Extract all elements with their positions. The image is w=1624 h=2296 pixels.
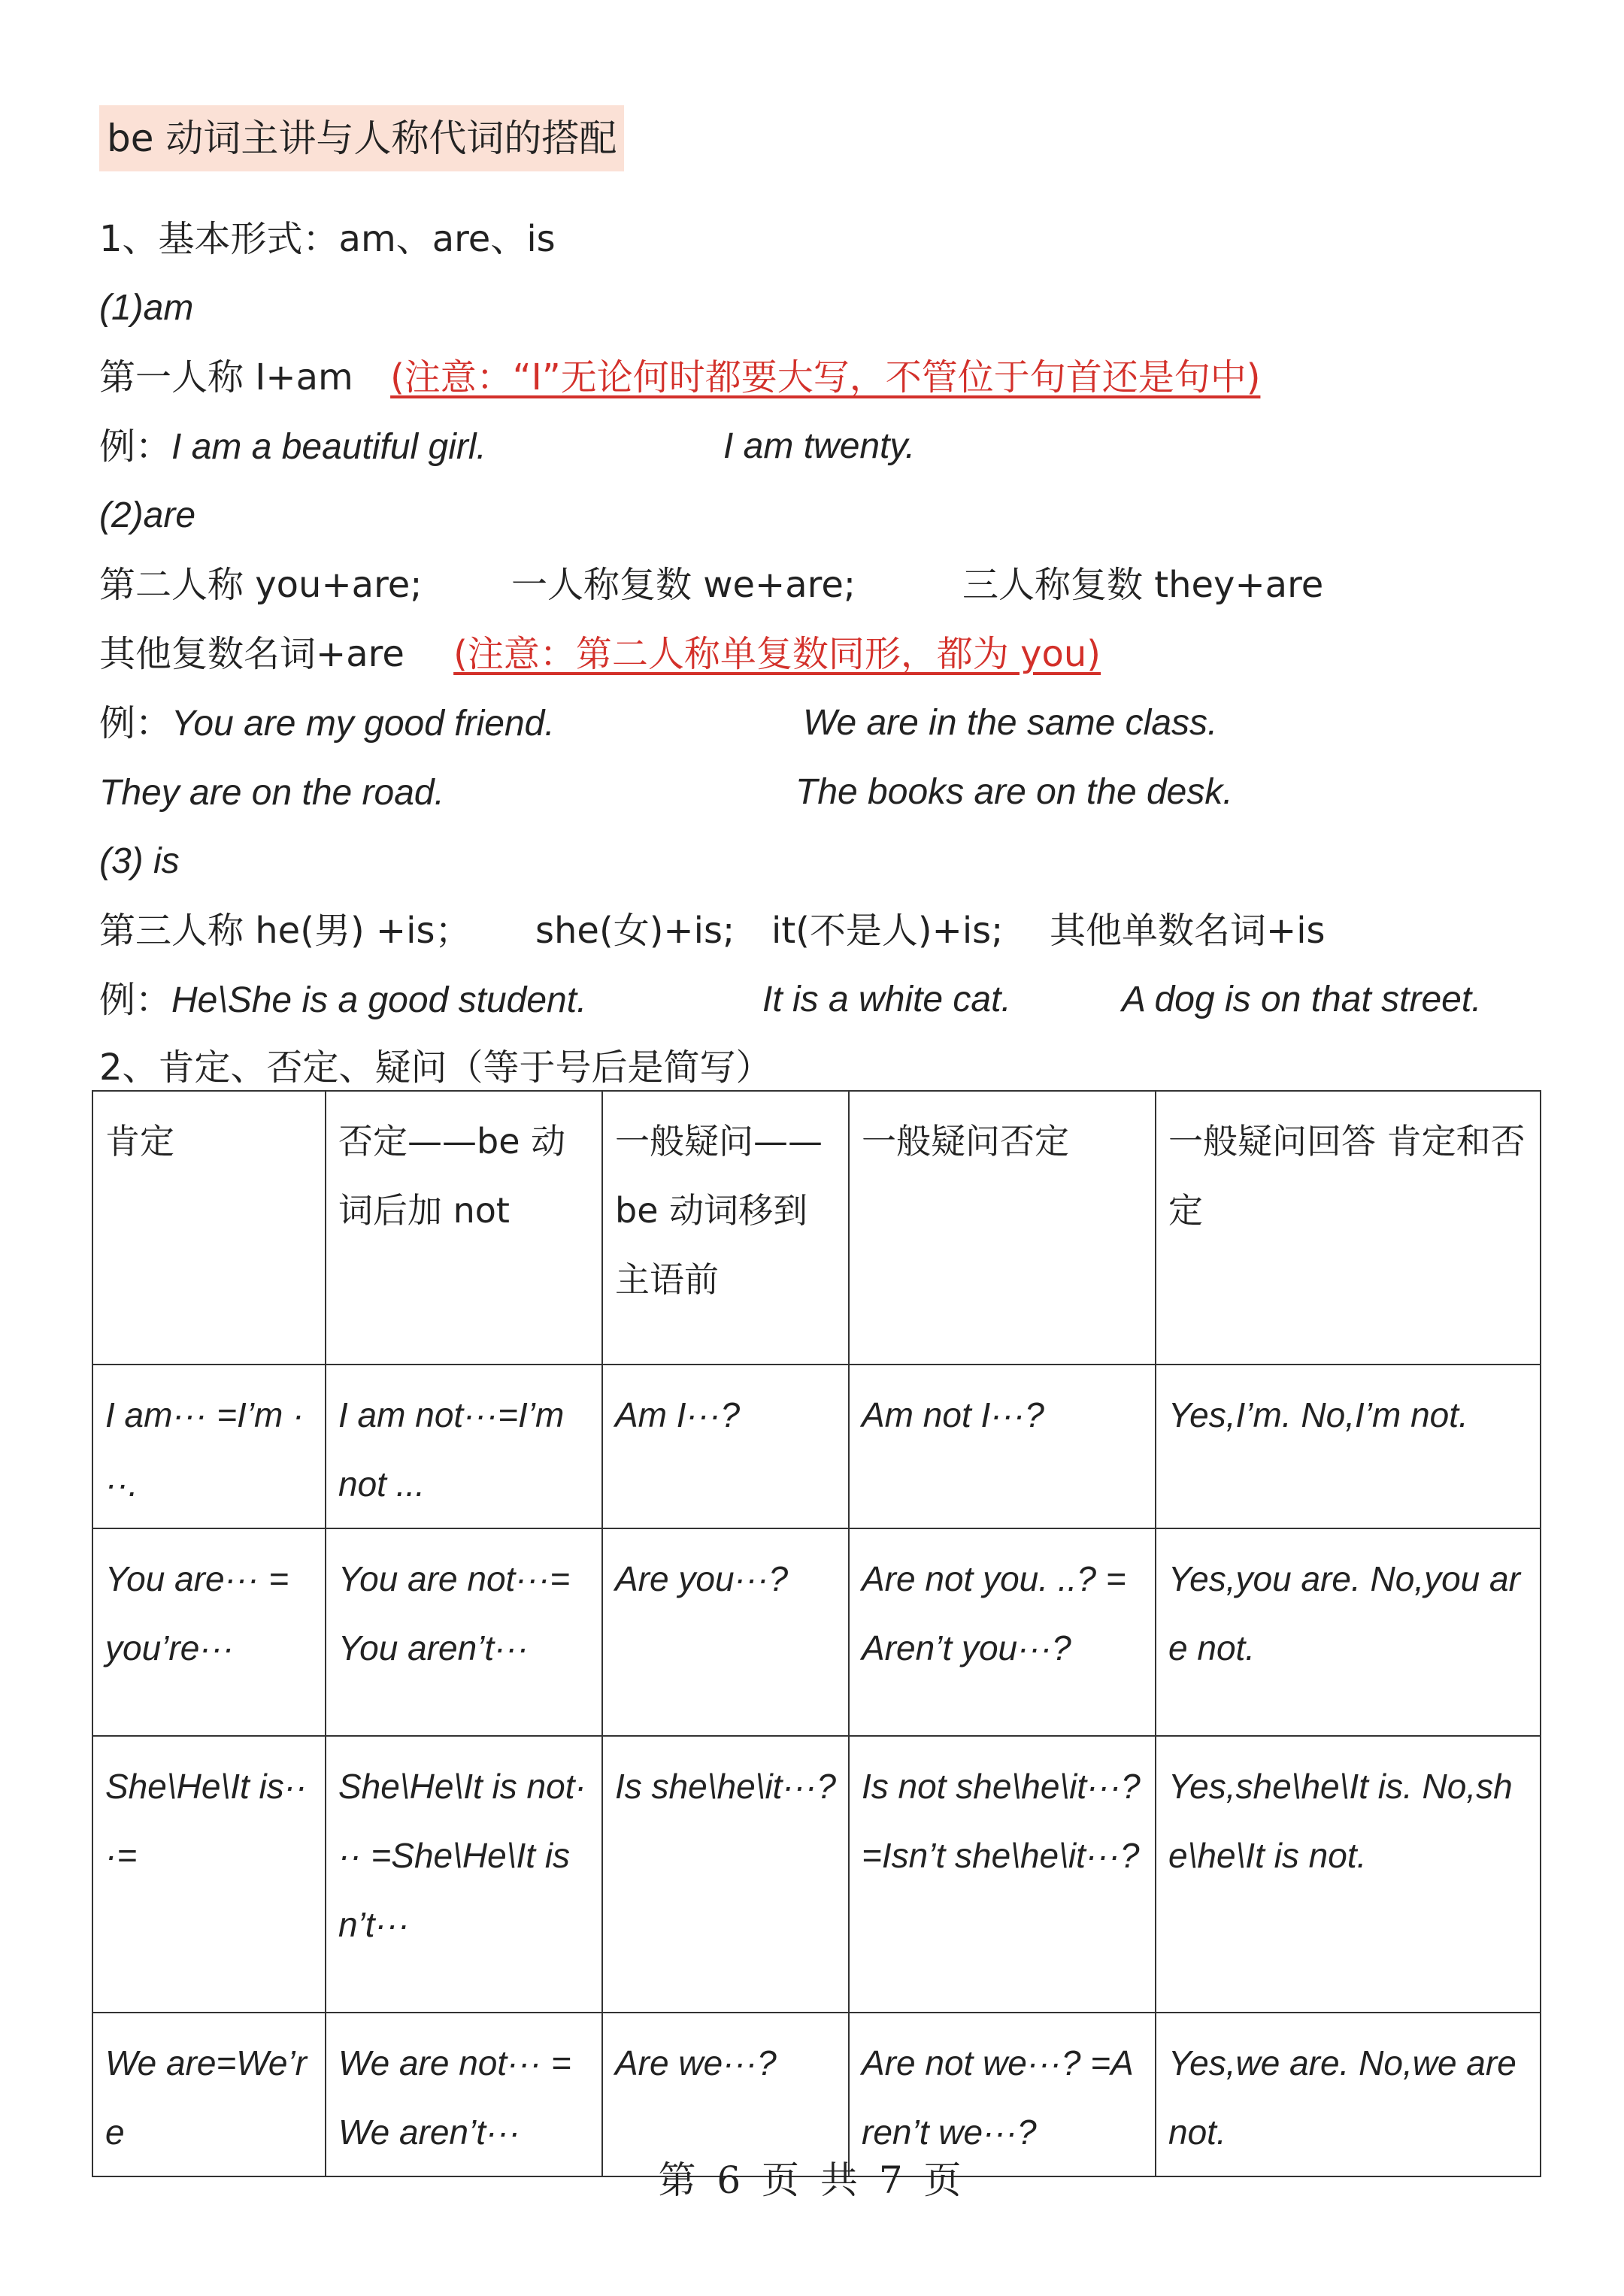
- table-header-row: [92, 1091, 1541, 1365]
- table-cell: You are not···=You aren’t···: [326, 1528, 602, 1736]
- are-rule-4-line: [99, 632, 1594, 677]
- are-rule-3: 三人称复数 they+are: [962, 564, 1324, 606]
- am-example-2: I am twenty.: [723, 426, 916, 466]
- am-rule-line: [99, 355, 1594, 400]
- are-rule-2: 一人称复数 we+are;: [511, 564, 856, 606]
- header-answer: 一般疑问回答 肯定和否定: [1156, 1091, 1541, 1365]
- am-example-line: [99, 424, 1594, 470]
- are-label: (2)are: [99, 495, 196, 535]
- are-example-line-2: [99, 770, 1594, 816]
- is-rules-line: [99, 908, 1594, 953]
- page-title: be 动词主讲与人称代词的搭配: [99, 105, 624, 171]
- table-cell: You are··· = you’re···: [92, 1528, 326, 1736]
- page-number: 第 6 页 共 7 页: [658, 2158, 966, 2202]
- table-cell: Yes,we are. No,we are not.: [1156, 2013, 1541, 2176]
- are-example-prefix: 例：: [99, 702, 172, 744]
- grammar-table: [92, 1090, 1541, 2177]
- is-example-2: It is a white cat.: [762, 980, 1011, 1019]
- table-cell: I am not···=I’m not ...: [326, 1365, 602, 1528]
- are-rule-1: 第二人称 you+are;: [99, 564, 423, 606]
- am-rule: 第一人称 I+am: [99, 356, 353, 398]
- is-example-3: A dog is on that street.: [1122, 980, 1482, 1019]
- table-cell: We are not··· =We aren’t···: [326, 2013, 602, 2176]
- table-cell: Are not you. ..? =Aren’t you···?: [849, 1528, 1156, 1736]
- is-rule-3: it(不是人)+is;: [771, 910, 1004, 952]
- is-example-line: [99, 977, 1594, 1023]
- table-cell: She\He\It is not··· =She\He\It isn’t···: [326, 1736, 602, 2013]
- are-rule-4: 其他复数名词+are: [99, 633, 404, 675]
- am-label: (1)am: [99, 288, 194, 328]
- table-cell: Is not she\he\it···? =Isn’t she\he\it···?: [849, 1736, 1156, 2013]
- are-rules-line: [99, 562, 1594, 607]
- am-example-prefix: 例：: [99, 426, 172, 468]
- table-cell: Are we···?: [602, 2013, 849, 2176]
- table-cell: Is she\he\it···?: [602, 1736, 849, 2013]
- table-row: [92, 1736, 1541, 2013]
- am-example-1: I am a beautiful girl.: [171, 427, 486, 467]
- is-example-1: He\She is a good student.: [171, 980, 587, 1020]
- is-rule-2: she(女)+is;: [535, 910, 735, 952]
- header-question: 一般疑问——be 动词移到主语前: [602, 1091, 849, 1365]
- table-cell: Yes,she\he\It is. No,she\he\It is not.: [1156, 1736, 1541, 2013]
- table-cell: Am not I···?: [849, 1365, 1156, 1528]
- are-example-2: We are in the same class.: [803, 703, 1218, 743]
- table-row: [92, 1528, 1541, 1736]
- header-affirmative: 肯定: [92, 1091, 326, 1365]
- table-row: [92, 1365, 1541, 1528]
- table-cell: We are=We’re: [92, 2013, 326, 2176]
- are-example-line-1: [99, 701, 1594, 747]
- table-cell: Yes,I’m. No,I’m not.: [1156, 1365, 1541, 1528]
- table-cell: She\He\It is···=: [92, 1736, 326, 2013]
- is-rule-1: 第三人称 he(男) +is；: [99, 910, 471, 952]
- section2-heading: 2、肯定、否定、疑问（等于号后是简写）: [99, 1047, 772, 1089]
- are-example-1: You are my good friend.: [171, 704, 555, 744]
- table-cell: Are you···?: [602, 1528, 849, 1736]
- is-label: (3) is: [99, 841, 180, 881]
- section1-heading: 1、基本形式：am、are、is: [99, 218, 556, 260]
- table-cell: Yes,you are. No,you are not.: [1156, 1528, 1541, 1736]
- are-example-4: The books are on the desk.: [795, 772, 1233, 812]
- table-cell: Am I···?: [602, 1365, 849, 1528]
- are-example-3: They are on the road.: [99, 773, 444, 813]
- header-negative: 否定——be 动词后加 not: [326, 1091, 602, 1365]
- header-negative-question: 一般疑问否定: [849, 1091, 1156, 1365]
- are-note: (注意：第二人称单复数同形，都为 you): [453, 633, 1101, 675]
- am-note: (注意：“I”无论何时都要大写，不管位于句首还是句中): [390, 356, 1261, 398]
- is-example-prefix: 例：: [99, 979, 172, 1021]
- table-cell: I am··· =I’m ···.: [92, 1365, 326, 1528]
- is-rule-4: 其他单数名词+is: [1050, 910, 1326, 952]
- table-cell: Are not we···? =Aren’t we···?: [849, 2013, 1156, 2176]
